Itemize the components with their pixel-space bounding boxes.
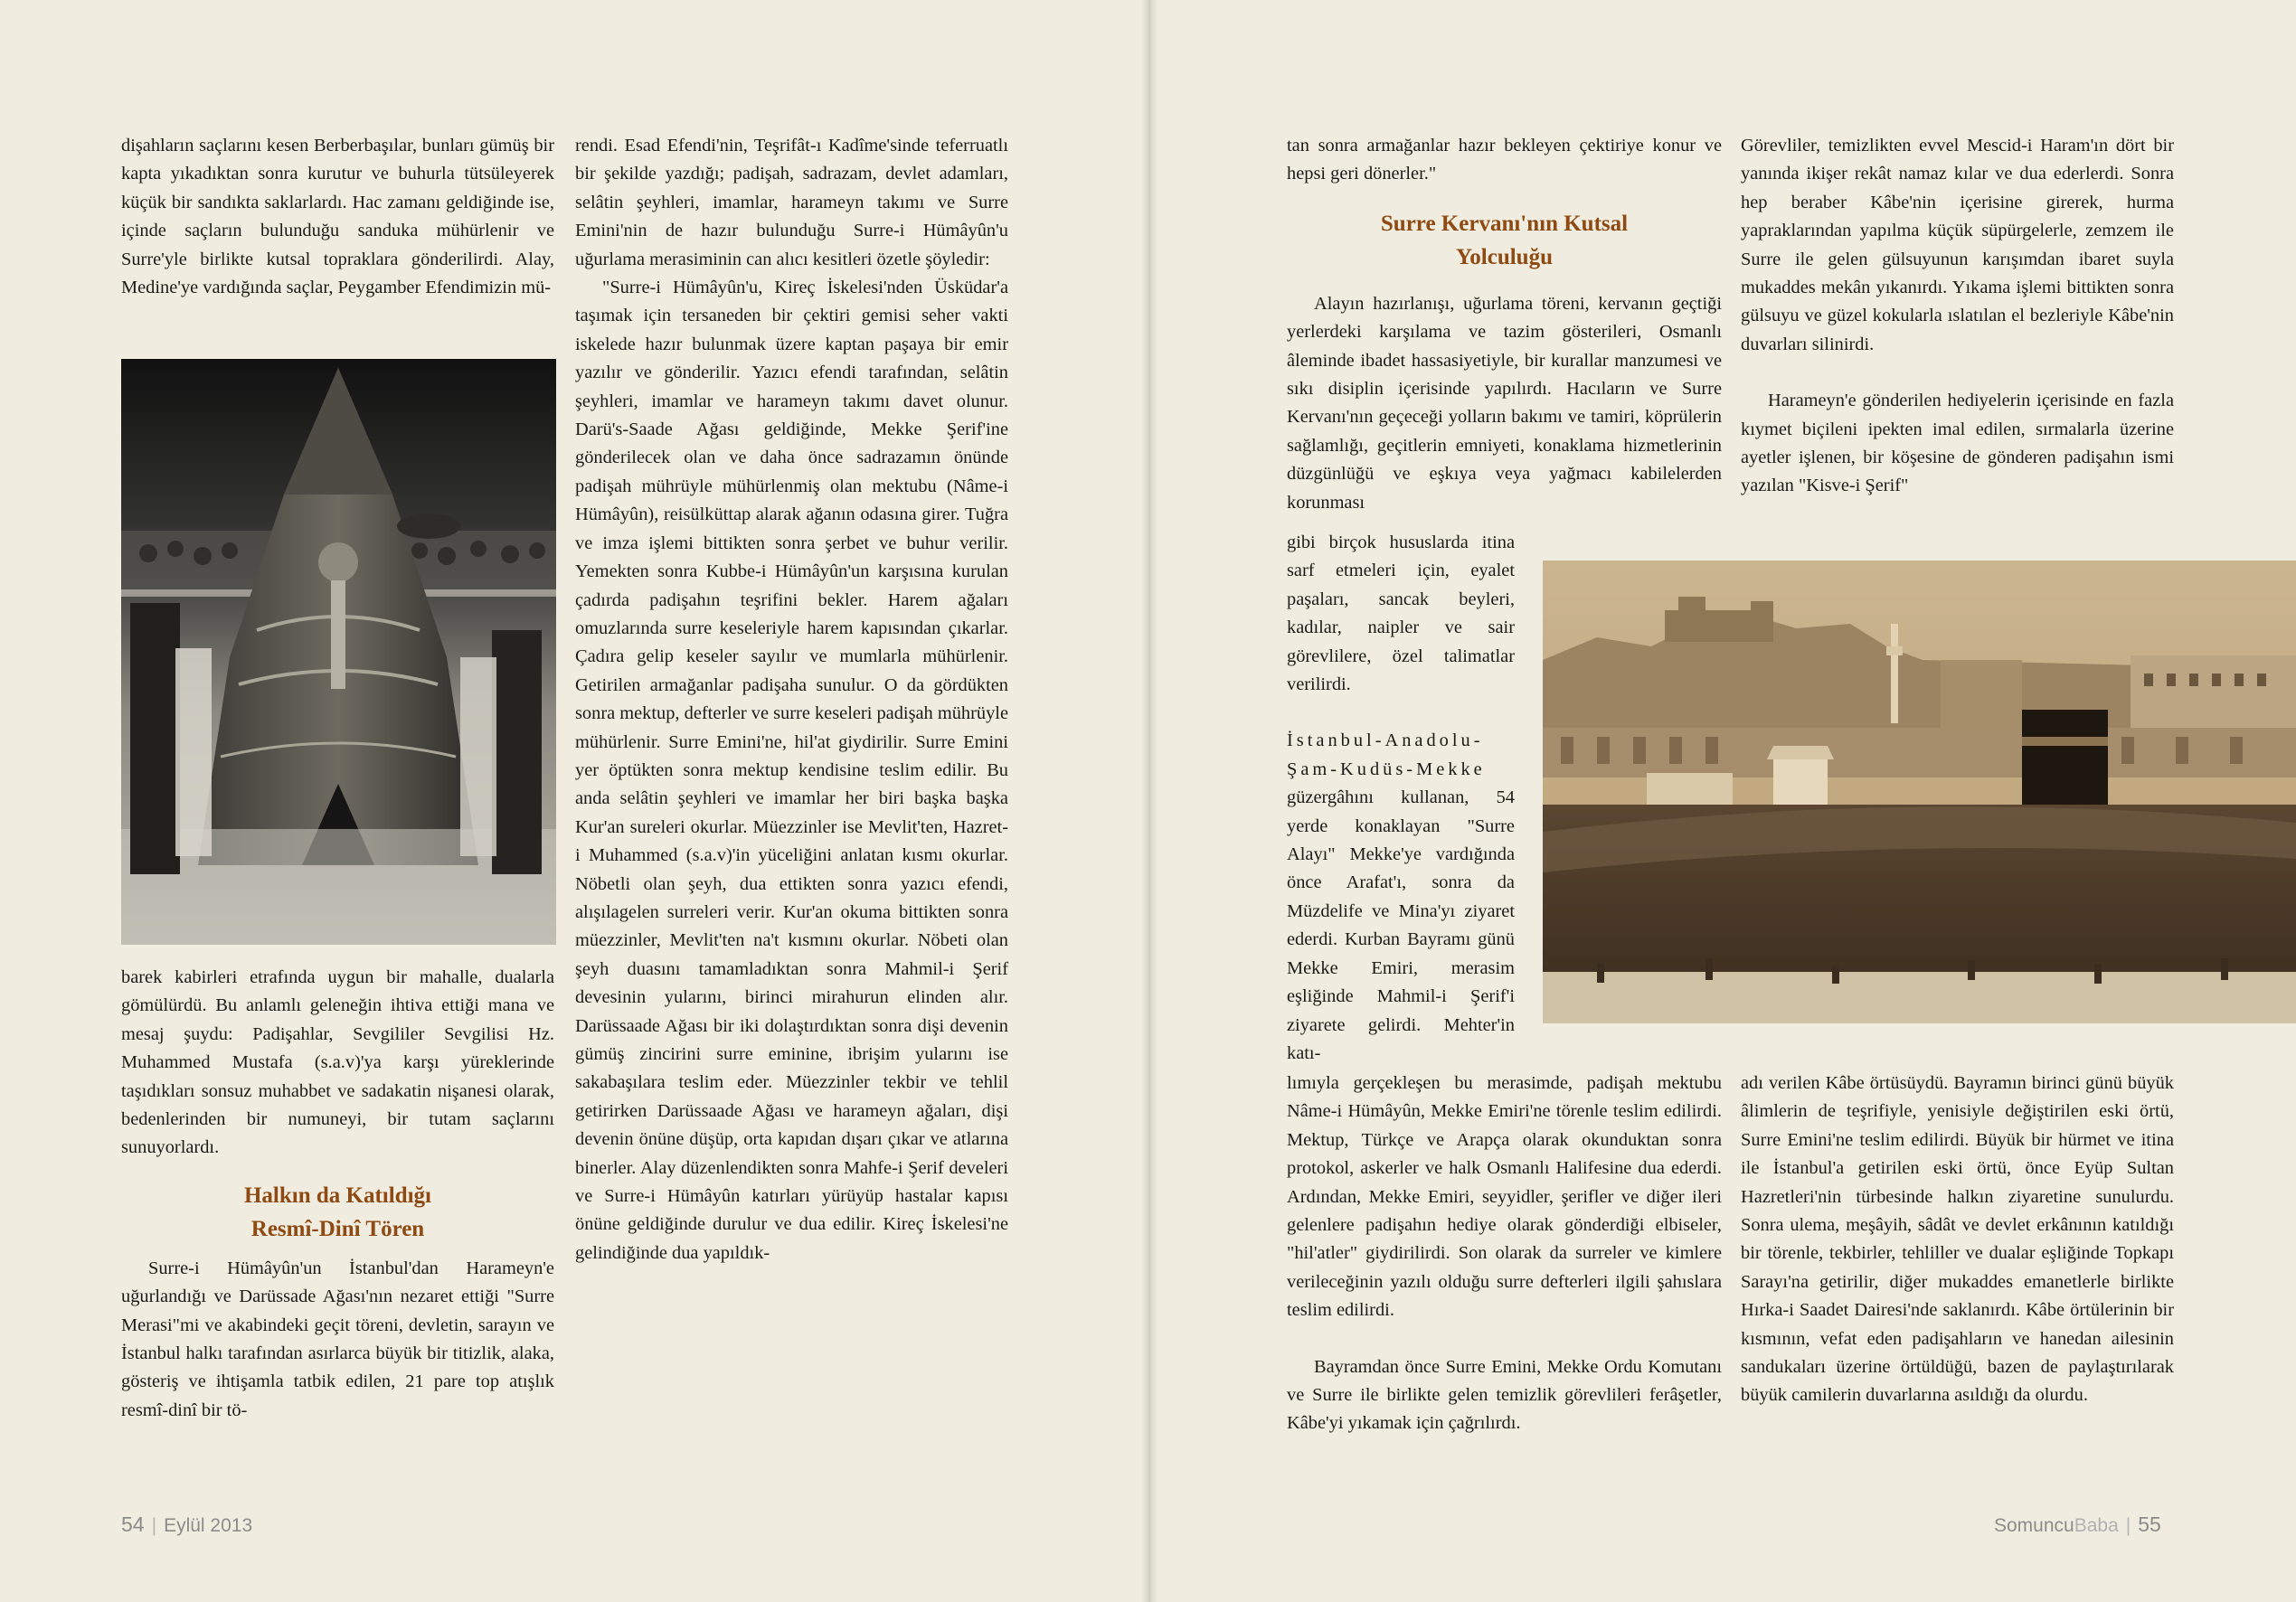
section-heading-2 bbox=[1287, 207, 1722, 274]
page-number: 54 bbox=[121, 1512, 145, 1536]
right-col3-narrow bbox=[1287, 529, 1515, 1068]
right-col4-bottom bbox=[1741, 1070, 2174, 1410]
kaaba-photo bbox=[1543, 561, 2296, 1023]
paragraph: barek kabirleri etrafında uygun bir mahalle, dualarla gömülürdü. Bu anlamlı geleneğin ihtiva ettiği mana ve mesaj şuydu: Padişahlar, Sevgililer Sevgilisi Hz. Muhammed Mustafa (s.a.v)'ya karşı yüreklerinde taşıdıkları sonsuz muhabbet ve sadakatin nişanesi olarak, bedenlerinden bir numuneyi, bir tutam saçlarını sunuyorlardı. bbox=[121, 967, 554, 1158]
left-folio bbox=[121, 1512, 252, 1537]
heading-line: Halkın da Katıldığı bbox=[243, 1183, 431, 1208]
paragraph: güzergâhını kullanan, 54 yerde konaklayan "Surre Alayı" Mekke'ye vardığında önce Arafat'ı, sonra da Müzdelife ve Mina'yı ziyaret ederdi. Kurban Bayramı günü Mekke Emiri, merasim eşliğinde Mahmil-i Şerif'i ziyarete gelirdi. Mehter'in katı- bbox=[1287, 787, 1515, 1063]
kaaba-image bbox=[1543, 561, 2296, 1023]
left-col1-top bbox=[121, 132, 554, 302]
paragraph: Alayın hazırlanışı, uğurlama töreni, kervanın geçtiği yerlerdeki karşılama ve tazim gösterileri, Osmanlı âleminde ibadet hassasiyetiyle, bir kurallar manzumesi ve sıkı disiplin içerisinde yapılırdı. Hacıların ve Surre Kervanı'nın geçeceği yolların bakımı ve tamiri, köprülerin sağlamlığı, geçitlerin emniyeti, konaklama hizmetlerinin düzgünlüğü ve eşkıya veya yağmacı kabilelerden korunması bbox=[1287, 293, 1722, 513]
paragraph: Görevliler, temizlikten evvel Mescid-i Haram'ın dört bir yanında ikişer rekât namaz kılar ve dua ederlerdi. Sonra hep beraber Kâbe'nin içerisine girerek, hurma yapraklarından yapılma küçük süpürgelerle, zemzem ile Surre ile gelen gülsuyunun karışımdan ibaret suyla mukaddes mekân yıkanırdı. Yıkama işlemi bittikten sonra gülsuyu ve güzel kokularla ıslatılan el bezleriyle Kâbe'nin duvarları silinirdi. bbox=[1741, 136, 2174, 354]
paragraph: Harameyn'e gönderilen hediyelerin içerisinde en fazla kıymet biçileni ipekten imal edilen, sırmalarla üzerine ayetler işlenen, bir köşesine de gönderen padişahın ismi yazılan "Kisve-i Şerif" bbox=[1741, 391, 2174, 496]
route-line: Şam-Kudüs-Mekke bbox=[1287, 759, 1486, 779]
right-col3-bottom bbox=[1287, 1070, 1722, 1438]
paragraph: adı verilen Kâbe örtüsüydü. Bayramın birinci günü büyük âlimlerin de teşrifiyle, yenisiyle değiştirilen eski örtü, Surre Emini'ne teslim edilirdi. Büyük bir hürmet ve itina ile İstanbul'a getirilen eski örtü, önce Eyüp Sultan Hazretleri'nin türbesinde halkın ziyaretine sunulurdu. Sonra ulema, meşâyih, sâdât ve devlet erkânının katıldığı bir törenle, tekbirler, tehliller ve dualar eşliğinde Topkapı Sarayı'na getirilir, diğer mukaddes emanetlerle birlikte Hırka-i Saadet Dairesi'nde saklanırdı. Kâbe örtülerinin bir kısmının, vefat eden padişahların ve hanedan ailesinin sandukaları üzerine örtüldüğü, bazen de paylaştırılarak büyük camilerin duvarlarına asıldığı da olurdu. bbox=[1741, 1073, 2174, 1406]
heading-line: Surre Kervanı'nın Kutsal bbox=[1380, 211, 1629, 236]
brand-logo-baba: Baba bbox=[2074, 1515, 2119, 1536]
quote-paragraph: "Surre-i Hümâyûn'u, Kireç İskelesi'nden Üsküdar'a taşımak için tersaneden bir çektiri gemisi seher vakti iskelede hazır bulunmak üzere kaptan paşaya bir emir yazılır ve gönderilir. Yazıcı efendi tarafından, selâtin şeyhleri, imamlar ve harameyn takımı davet olunur. Darü's-Saade Ağası geldiğinde, Mekke Şerif'ine gönderilecek olan ve daha önce sadrazamın önünde padişah mührüyle mühürlenmiş olan mektubu (Nâme-i Hümâyûn), reisülküttap alarak ağanın odasına girer. Tuğra ve imza işlemi bittikten sonra şerbet ve buhur verilir. Yemekten sonra Kubbe-i Hümâyûn'un karşısına kurulan çadırda padişahın teşrifini bekler. Harem ağaları omuzlarında surre keseleriyle harem kapısından çıkarlar. Çadıra gelip keseler sayılır ve mumlarla mühürlenir. Getirilen armağanlar padişaha sunulur. O da gördükten sonra mektup, defterler ve surre keseleri padişah mührüyle mühürlenir. Surre Emini'ne, hil'at giydirilir. Surre Emini yer öptükten sonra mektup kendisine teslim edilir. Bu anda selâtin şeyhleri ve imamlar her biri başka başka Kur'an sureleri okurlar. Müezzinler ise Mevlit'ten, Hazret-i Muhammed (s.a.v)'in yüceliğini anlatan kısmı okurlar. Nöbetli olan şeyh, dua ettikten sonra yazıcı efendi, alışılagelen surreleri verir. Kur'an okuma bittikten sonra müezzinler, Mevlit'ten na't kısmını okurlar. Nöbeti olan şeyh duasını tamamladıktan sonra Mahmil-i Şerif devesinin yularını, birinci mirahurun elinden alır. Darüssaade Ağası bir iki dolaştırdıktan sonra dişi devenin gümüş zincirini surre eminine, ibrişim yularını ise sakabaşılara teslim eder. Müezzinler tekbir ve tehlil getirirken Darüssaade Ağası ve harameyn ağaları, dişi devenin önüne düşüp, orta kapıdan dışarı çıkar ve atlarına binerler. Alay düzenlendikten sonra Mahfe-i Şerif develeri ve Surre-i Hümâyûn katırları yürüyüp hastalar kapısı önüne geldiğinde durulur ve dua edilir. Kireç İskelesi'ne gelindiğinde dua yapıldık- bbox=[575, 278, 1009, 1263]
paragraph: gibi birçok hususlarda itina sarf etmeleri için, eyalet paşaları, sancak beyleri, kadılar, naipler ve sair görevlilere, özel talimatlar verilirdi. bbox=[1287, 532, 1515, 695]
brand-logo-somuncu: Somuncu bbox=[1994, 1515, 2074, 1536]
page-number: 55 bbox=[2138, 1512, 2161, 1536]
paragraph: lımıyla gerçekleşen bu merasimde, padişah mektubu Nâme-i Hümâyûn, Mekke Emiri'ne törenle teslim edilirdi. Mektup, Türkçe ve Arapça olarak okunduktan sonra protokol, askerler ve halk Osmanlı Halifesine dua ederdi. Ardından, Mekke Emiri, seyyidler, şerifler ve diğer ileri gelenlere padişahın hediye olarak gönderdiği elbiseler, "hil'atler" giydirilirdi. Son olarak da surreler ve kimlere verileceğinin yazılı olduğu surre defterleri ilgili şahıslara teslim edilirdi. bbox=[1287, 1073, 1722, 1321]
mahmil-image bbox=[121, 359, 556, 945]
folio-divider: | bbox=[2125, 1515, 2131, 1536]
right-col4-top bbox=[1741, 132, 2174, 501]
paragraph: rendi. Esad Efendi'nin, Teşrifât-ı Kadîme'sinde teferruatlı bir şekilde yazdığı; padişah, sadrazam, devlet adamları, selâtin şeyhleri, imamlar, harameyn takımı ve Surre Emini'nin de hazır bulunduğu Surre-i Hümâyûn'u uğurlama merasiminin can alıcı kesitleri özetle şöyledir: bbox=[575, 136, 1008, 269]
route-line: İstanbul-Anadolu- bbox=[1287, 730, 1484, 751]
left-col1-bottom bbox=[121, 964, 554, 1425]
paragraph: dişahların saçlarını kesen Berberbaşılar, bunları gümüş bir kapta yıkadıktan sonra kurutur ve buhurla tütsüleyerek küçük bir sandıkta saklarlardı. Hac zamanı geldiğinde ise, içinde saçların bulunduğu sanduka mühürlenir ve Surre'yle birlikte kutsal topraklara gönderilirdi. Alay, Medine'ye vardığında saçlar, Peygamber Efendimizin mü- bbox=[121, 136, 554, 298]
issue-date: Eylül 2013 bbox=[164, 1515, 253, 1536]
right-folio bbox=[1994, 1512, 2161, 1537]
left-col2 bbox=[575, 132, 1008, 1267]
page-gutter bbox=[1141, 0, 1157, 1602]
folio-divider: | bbox=[151, 1515, 157, 1536]
paragraph: tan sonra armağanlar hazır bekleyen çektiriye konur ve hepsi geri dönerler." bbox=[1287, 136, 1722, 184]
paragraph: Bayramdan önce Surre Emini, Mekke Ordu Komutanı ve Surre ile birlikte gelen temizlik görevlileri ferâşetler, Kâbe'yi yıkamak için çağrılırdı. bbox=[1287, 1356, 1722, 1434]
heading-line: Yolculuğu bbox=[1456, 244, 1553, 269]
section-heading-1 bbox=[121, 1179, 554, 1246]
right-col3-top bbox=[1287, 132, 1722, 517]
heading-line: Resmî-Dinî Tören bbox=[250, 1216, 425, 1241]
mahmil-photo bbox=[121, 359, 556, 945]
paragraph: Surre-i Hümâyûn'un İstanbul'dan Harameyn'e uğurlandığı ve Darüssade Ağası'nın nezaret ettiği "Surre Merasi"mi ve akabindeki geçit töreni, devletin, sarayın ve İstanbul halkı tarafından asırlarca büyük bir titizlik, alaka, gösteriş ve ihtişamla tatbik edilen, 21 pare top atışlık resmî-dinî bir tö- bbox=[121, 1258, 554, 1420]
